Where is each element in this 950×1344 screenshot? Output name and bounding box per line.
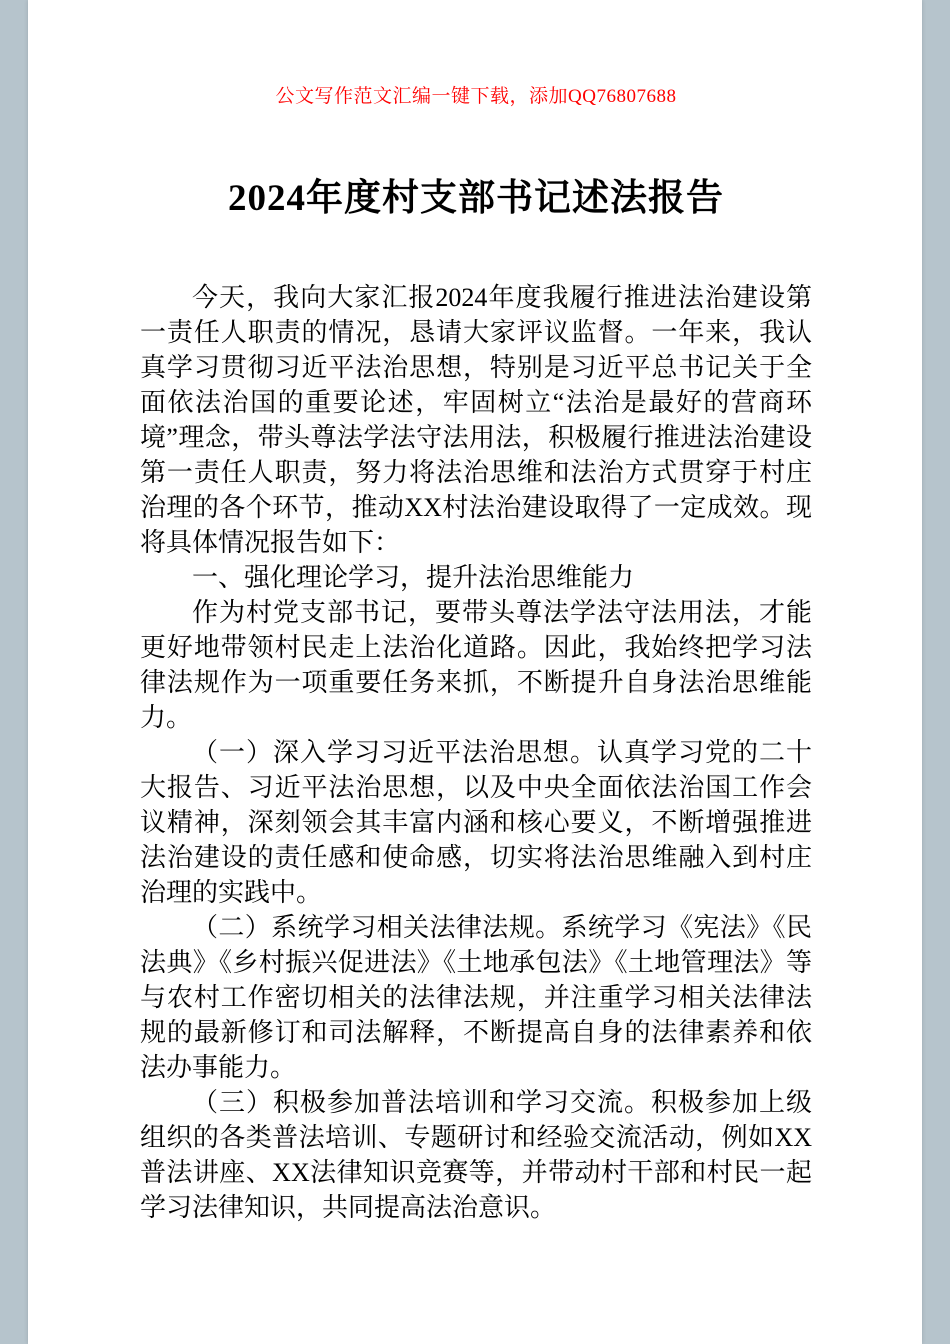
- paragraph-intro: 今天，我向大家汇报2024年度我履行推进法治建设第一责任人职责的情况，恳请大家评议监督。一年来，我认真学习贯彻习近平法治思想，特别是习近平总书记关于全面依法治国的重要论述，牢固树立“法治是最好的营商环境”理念，带头尊法学法守法用法，积极履行推进法治建设第一责任人职责，努力将法治思维和法治方式贯穿于村庄治理的各个环节，推动XX村法治建设取得了一定成效。现将具体情况报告如下：: [140, 283, 812, 557]
- paragraph-section1-lead: 作为村党支部书记，要带头尊法学法守法用法，才能更好地带领村民走上法治化道路。因此，我始终把学习法律法规作为一项重要任务来抓，不断提升自身法治思维能力。: [140, 598, 812, 732]
- section-heading-1: 一、强化理论学习，提升法治思维能力: [192, 563, 635, 592]
- paragraph-item-3: （三）积极参加普法培训和学习交流。积极参加上级组织的各类普法培训、专题研讨和经验交流活动，例如XX普法讲座、XX法律知识竞赛等，并带动村干部和村民一起学习法律知识，共同提高法治意识。: [140, 1088, 812, 1222]
- paragraph-item-2: （二）系统学习相关法律法规。系统学习《宪法》《民法典》《乡村振兴促进法》《土地承包法》《土地管理法》等与农村工作密切相关的法律法规，并注重学习相关法律法规的最新修订和司法解释，不断提高自身的法律素养和依法办事能力。: [140, 913, 812, 1082]
- document-title: 2024年度村支部书记述法报告: [228, 178, 724, 219]
- document-body: [140, 280, 812, 1225]
- paragraph-item-1: （一）深入学习习近平法治思想。认真学习党的二十大报告、习近平法治思想，以及中央全面依法治国工作会议精神，深刻领会其丰富内涵和核心要义，不断增强推进法治建设的责任感和使命感，切实将法治思维融入到村庄治理的实践中。: [140, 738, 812, 907]
- download-notice: 公文写作范文汇编一键下载，添加QQ76807688: [275, 86, 677, 107]
- document-page: [28, 0, 922, 1344]
